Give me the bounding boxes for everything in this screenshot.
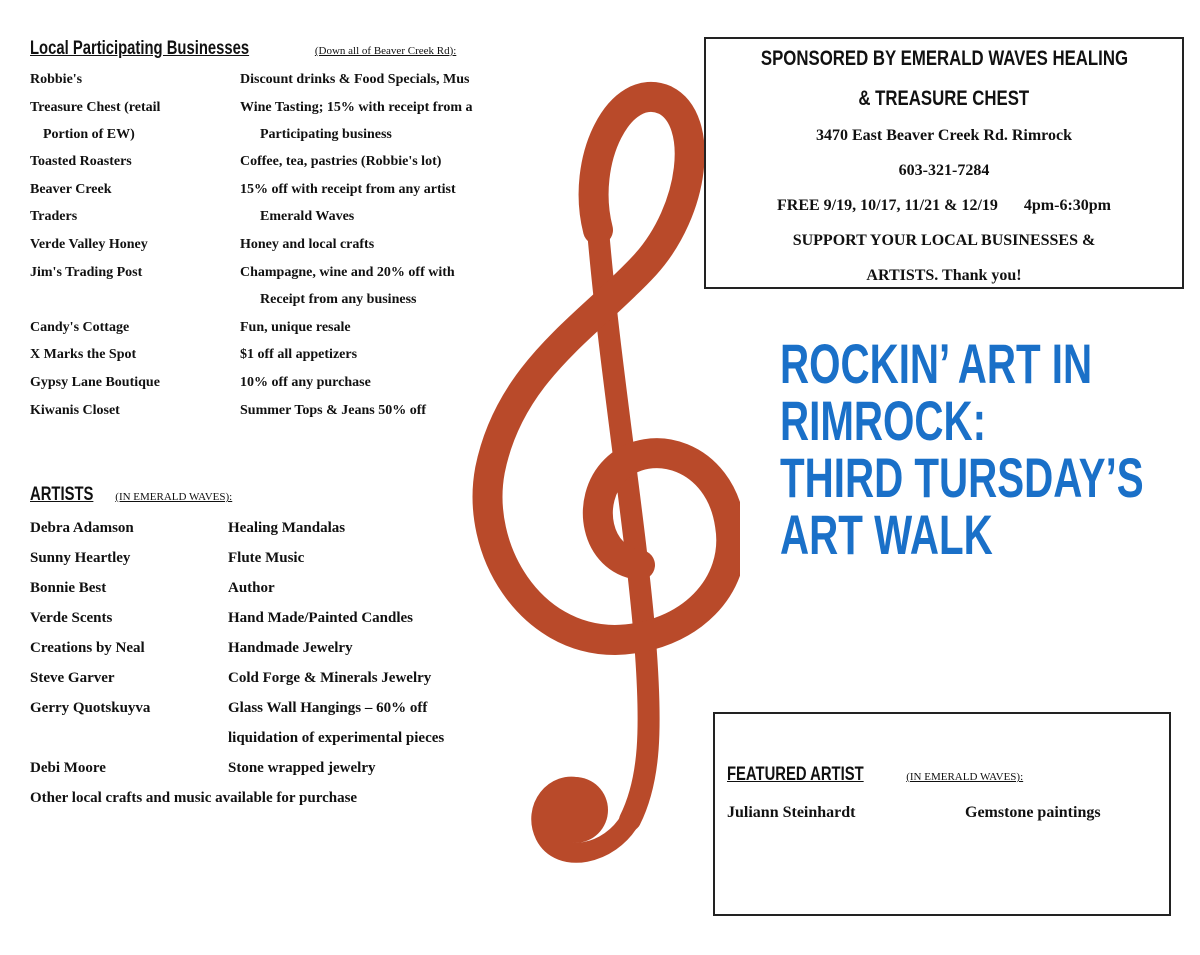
businesses-subtitle: (Down all of Beaver Creek Rd): [314, 45, 457, 57]
sponsor-support-1: SUPPORT YOUR LOCAL BUSINESSES & [792, 232, 1096, 249]
artist-work: Glass Wall Hangings – 60% off [228, 700, 428, 716]
artist-name: Sunny Heartley [30, 550, 131, 566]
business-name: Gypsy Lane Boutique [30, 375, 160, 390]
headline-line: THIRD TURSDAY’S [780, 446, 1144, 509]
business-name: Portion of EW) [43, 127, 135, 142]
event-headline [780, 332, 1200, 566]
business-offer: 15% off with receipt from any artist [240, 182, 456, 197]
artist-work: Healing Mandalas [228, 520, 346, 536]
featured-title: FEATURED ARTIST [727, 764, 864, 785]
artist-name: Gerry Quotskuyva [30, 700, 151, 716]
business-name: X Marks the Spot [30, 347, 137, 362]
business-offer: Fun, unique resale [240, 320, 351, 335]
sponsor-dates: FREE 9/19, 10/17, 11/21 & 12/19 [776, 197, 998, 214]
business-offer: 10% off any purchase [240, 375, 371, 390]
business-offer: Honey and local crafts [240, 237, 375, 252]
artist-name: Debra Adamson [30, 520, 134, 536]
headline-line: RIMROCK: [780, 389, 987, 452]
business-name: Beaver Creek [30, 182, 112, 197]
featured-subtitle: (IN EMERALD WAVES): [906, 771, 1024, 783]
business-name: Kiwanis Closet [30, 403, 120, 418]
business-offer: Participating business [260, 127, 392, 142]
artist-name: Debi Moore [30, 760, 106, 776]
businesses-heading [30, 38, 456, 60]
featured-artist-work: Gemstone paintings [965, 804, 1101, 821]
headline-line: ROCKIN’ ART IN [780, 332, 1093, 395]
artist-work: Hand Made/Painted Candles [228, 610, 414, 626]
sponsor-phone: 603-321-7284 [898, 162, 990, 179]
business-offer: Coffee, tea, pastries (Robbie's lot) [240, 154, 442, 169]
sponsor-time: 4pm-6:30pm [1023, 197, 1111, 214]
business-name: Traders [30, 209, 78, 224]
business-name: Toasted Roasters [30, 154, 132, 169]
sponsor-heading-1: SPONSORED BY EMERALD WAVES HEALING [760, 47, 1128, 70]
sponsor-line-2 [706, 87, 1182, 111]
artists-title: ARTISTS [30, 484, 94, 505]
artists-footer: Other local crafts and music available for purchase [30, 790, 358, 806]
business-offer: $1 off all appetizers [240, 347, 358, 362]
business-offer: Receipt from any business [260, 292, 417, 307]
artist-work: liquidation of experimental pieces [228, 730, 445, 746]
business-offer: Summer Tops & Jeans 50% off [240, 403, 427, 418]
artist-work: Cold Forge & Minerals Jewelry [228, 670, 432, 686]
business-offer: Emerald Waves [260, 209, 355, 224]
featured-heading [727, 764, 1023, 786]
business-name: Jim's Trading Post [30, 265, 143, 280]
business-name: Treasure Chest (retail [30, 100, 161, 115]
artists-heading [30, 484, 232, 506]
headline-line: ART WALK [780, 503, 993, 566]
artist-name: Creations by Neal [30, 640, 145, 656]
sponsor-box [704, 37, 1184, 289]
artist-work: Stone wrapped jewelry [228, 760, 376, 776]
artist-name: Bonnie Best [30, 580, 107, 596]
sponsor-address: 3470 East Beaver Creek Rd. Rimrock [816, 127, 1072, 144]
sponsor-heading-2: & TREASURE CHEST [858, 87, 1030, 110]
featured-artist-box [713, 712, 1171, 916]
featured-artist-name: Juliann Steinhardt [727, 804, 856, 821]
business-offer: Champagne, wine and 20% off with [240, 265, 455, 280]
artist-work: Handmade Jewelry [228, 640, 353, 656]
sponsor-line-1 [706, 47, 1182, 71]
sponsor-support-2: ARTISTS. Thank you! [866, 267, 1022, 284]
artists-subtitle: (IN EMERALD WAVES): [115, 491, 233, 503]
business-name: Candy's Cottage [30, 320, 130, 335]
artist-work: Flute Music [228, 550, 305, 566]
artist-name: Verde Scents [30, 610, 113, 626]
business-offer: Discount drinks & Food Specials, Mus [240, 72, 470, 87]
artist-name: Steve Garver [30, 670, 115, 686]
artist-work: Author [228, 580, 275, 596]
business-name: Robbie's [30, 72, 83, 87]
sponsor-schedule [706, 197, 1182, 215]
business-name: Verde Valley Honey [30, 237, 148, 252]
business-offer: Wine Tasting; 15% with receipt from a [240, 100, 473, 115]
businesses-title: Local Participating Businesses [30, 38, 250, 59]
